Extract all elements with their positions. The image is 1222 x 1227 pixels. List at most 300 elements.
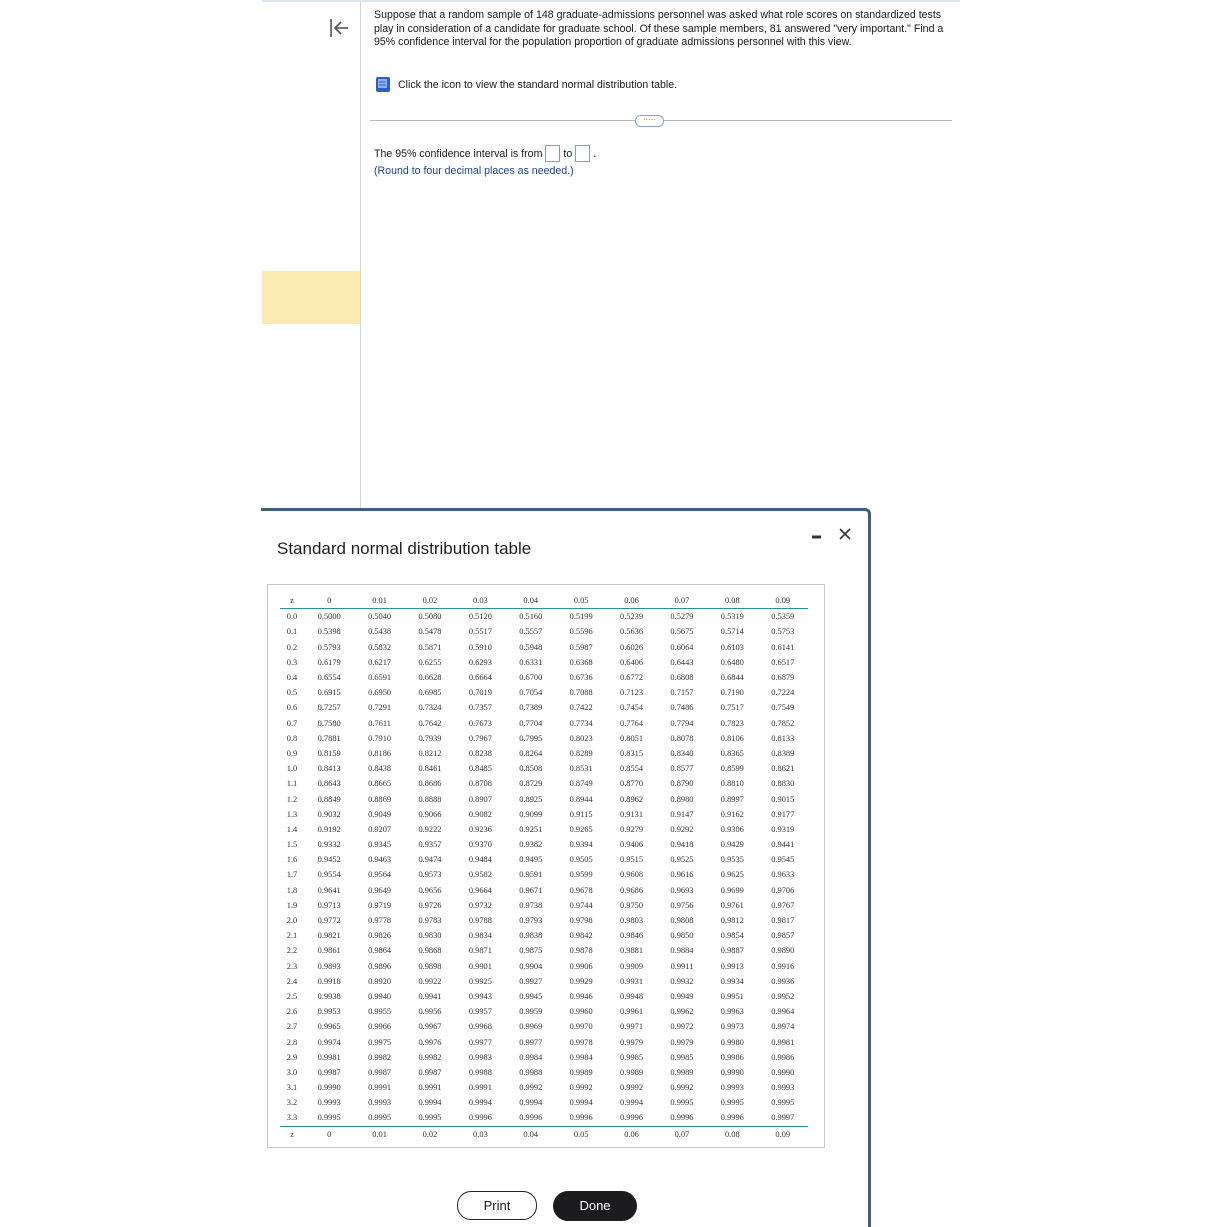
column-footer: 0.03 xyxy=(455,1126,505,1142)
probability-cell: 0.8238 xyxy=(468,748,492,758)
probability-cell: 0.8997 xyxy=(720,794,744,804)
probability-cell: 0.9713 xyxy=(317,900,341,910)
column-footer: 0.02 xyxy=(405,1126,455,1142)
probability-cell: 0.9495 xyxy=(519,855,543,865)
probability-cell: 0.9990 xyxy=(771,1067,795,1077)
probability-cell: 0.9964 xyxy=(771,1007,795,1017)
probability-cell: 0.9946 xyxy=(569,991,593,1001)
probability-cell: 0.9969 xyxy=(519,1022,543,1032)
probability-cell: 0.9966 xyxy=(368,1022,392,1032)
table-row xyxy=(280,913,808,928)
z-footer: z xyxy=(280,1126,304,1142)
probability-cell: 0.9357 xyxy=(418,840,442,850)
probability-cell: 0.8413 xyxy=(317,764,341,774)
probability-cell: 0.9726 xyxy=(418,900,442,910)
probability-cell: 0.9868 xyxy=(418,946,442,956)
probability-cell: 0.8708 xyxy=(468,779,492,789)
probability-cell: 0.9909 xyxy=(620,961,644,971)
probability-cell: 0.9953 xyxy=(317,1007,341,1017)
probability-cell: 0.8643 xyxy=(317,779,341,789)
book-icon[interactable] xyxy=(375,76,392,93)
probability-cell: 0.9961 xyxy=(620,1007,644,1017)
probability-cell: 0.9678 xyxy=(569,885,593,895)
more-options-button[interactable]: ····· xyxy=(635,115,664,127)
probability-cell: 0.5120 xyxy=(468,612,492,622)
probability-cell: 0.9032 xyxy=(317,809,341,819)
probability-cell: 0.9984 xyxy=(569,1052,593,1062)
probability-cell: 0.9887 xyxy=(720,946,744,956)
probability-cell: 0.9591 xyxy=(519,870,543,880)
reference-link[interactable]: Click the icon to view the standard normal distribution table. xyxy=(398,78,678,91)
table-row xyxy=(280,640,808,655)
z-value-cell: 1.9 xyxy=(286,900,298,910)
probability-cell: 0.8849 xyxy=(317,794,341,804)
probability-cell: 0.7224 xyxy=(771,688,795,698)
probability-cell: 0.8729 xyxy=(519,779,543,789)
close-icon[interactable] xyxy=(837,526,853,542)
probability-cell: 0.8577 xyxy=(670,764,694,774)
probability-cell: 0.8531 xyxy=(569,764,593,774)
probability-cell: 0.8389 xyxy=(771,748,795,758)
probability-cell: 0.9474 xyxy=(418,855,442,865)
probability-cell: 0.9996 xyxy=(720,1113,744,1123)
z-value-cell: 2.0 xyxy=(286,916,298,926)
probability-cell: 0.9656 xyxy=(418,885,442,895)
probability-cell: 0.9706 xyxy=(771,885,795,895)
probability-cell: 0.9554 xyxy=(317,870,341,880)
probability-cell: 0.6480 xyxy=(720,657,744,667)
probability-cell: 0.9115 xyxy=(569,809,593,819)
column-header: 0 xyxy=(304,593,354,609)
reference-row xyxy=(375,76,677,93)
table-row xyxy=(280,1019,808,1034)
table-row xyxy=(280,1034,808,1049)
probability-cell: 0.8790 xyxy=(670,779,694,789)
probability-cell: 0.5239 xyxy=(620,612,644,622)
probability-cell: 0.8665 xyxy=(368,779,392,789)
probability-cell: 0.9756 xyxy=(670,900,694,910)
probability-cell: 0.6331 xyxy=(519,657,543,667)
z-value-cell: 0.8 xyxy=(286,733,298,743)
probability-cell: 0.9846 xyxy=(620,931,644,941)
probability-cell: 0.9608 xyxy=(620,870,644,880)
probability-cell: 0.9963 xyxy=(720,1007,744,1017)
column-footer: 0.07 xyxy=(657,1126,707,1142)
probability-cell: 0.9625 xyxy=(720,870,744,880)
probability-cell: 0.9875 xyxy=(519,946,543,956)
probability-cell: 0.9948 xyxy=(620,991,644,1001)
probability-cell: 0.9177 xyxy=(771,809,795,819)
probability-cell: 0.9890 xyxy=(771,946,795,956)
column-footer: 0.01 xyxy=(354,1126,404,1142)
done-button[interactable]: Done xyxy=(553,1191,637,1221)
probability-cell: 0.9564 xyxy=(368,870,392,880)
probability-cell: 0.7291 xyxy=(368,703,392,713)
z-value-cell: 2.3 xyxy=(286,961,298,971)
table-row xyxy=(280,837,808,852)
probability-cell: 0.9989 xyxy=(620,1067,644,1077)
z-value-cell: 2.9 xyxy=(286,1052,298,1062)
table-row xyxy=(280,624,808,639)
z-value-cell: 0.7 xyxy=(286,718,298,728)
z-value-cell: 2.8 xyxy=(286,1037,298,1047)
probability-cell: 0.7549 xyxy=(771,703,795,713)
probability-cell: 0.5319 xyxy=(720,612,744,622)
probability-cell: 0.9525 xyxy=(670,855,694,865)
answer-area xyxy=(374,145,596,177)
probability-cell: 0.8869 xyxy=(368,794,392,804)
probability-cell: 0.8925 xyxy=(519,794,543,804)
probability-cell: 0.9693 xyxy=(670,885,694,895)
probability-cell: 0.9394 xyxy=(569,840,593,850)
probability-cell: 0.9582 xyxy=(468,870,492,880)
probability-cell: 0.6179 xyxy=(317,657,341,667)
probability-cell: 0.9066 xyxy=(418,809,442,819)
probability-cell: 0.9981 xyxy=(771,1037,795,1047)
probability-cell: 0.5557 xyxy=(519,627,543,637)
probability-cell: 0.8078 xyxy=(670,733,694,743)
probability-cell: 0.9988 xyxy=(519,1067,543,1077)
z-value-cell: 1.7 xyxy=(286,870,298,880)
probability-cell: 0.8980 xyxy=(670,794,694,804)
column-header: 0.07 xyxy=(657,593,707,609)
table-row xyxy=(280,807,808,822)
probability-cell: 0.9983 xyxy=(468,1052,492,1062)
probability-cell: 0.9842 xyxy=(569,931,593,941)
column-footer: 0 xyxy=(304,1126,354,1142)
probability-cell: 0.9979 xyxy=(670,1037,694,1047)
probability-cell: 0.9505 xyxy=(569,855,593,865)
probability-cell: 0.9015 xyxy=(771,794,795,804)
probability-cell: 0.9952 xyxy=(771,991,795,1001)
probability-cell: 0.9671 xyxy=(519,885,543,895)
probability-cell: 0.9778 xyxy=(368,916,392,926)
probability-cell: 0.5000 xyxy=(317,612,341,622)
probability-cell: 0.6368 xyxy=(569,657,593,667)
probability-cell: 0.9992 xyxy=(569,1083,593,1093)
probability-cell: 0.9945 xyxy=(519,991,543,1001)
probability-cell: 0.8621 xyxy=(771,764,795,774)
probability-cell: 0.9382 xyxy=(519,840,543,850)
probability-cell: 0.8159 xyxy=(317,748,341,758)
probability-cell: 0.9971 xyxy=(620,1022,644,1032)
probability-cell: 0.9861 xyxy=(317,946,341,956)
probability-cell: 0.8907 xyxy=(468,794,492,804)
probability-cell: 0.9826 xyxy=(368,931,392,941)
probability-cell: 0.9854 xyxy=(720,931,744,941)
probability-cell: 0.7673 xyxy=(468,718,492,728)
probability-cell: 0.9864 xyxy=(368,946,392,956)
probability-cell: 0.8438 xyxy=(368,764,392,774)
upper-bound-input[interactable] xyxy=(575,145,590,162)
probability-cell: 0.8212 xyxy=(418,748,442,758)
column-header: 0.06 xyxy=(606,593,656,609)
probability-cell: 0.9976 xyxy=(418,1037,442,1047)
column-header: 0.02 xyxy=(405,593,455,609)
z-value-cell: 0.5 xyxy=(286,688,298,698)
table-header-row xyxy=(280,593,808,609)
probability-cell: 0.6628 xyxy=(418,673,442,683)
z-value-cell: 2.4 xyxy=(286,976,298,986)
probability-cell: 0.8770 xyxy=(620,779,644,789)
probability-cell: 0.8599 xyxy=(720,764,744,774)
probability-cell: 0.9719 xyxy=(368,900,392,910)
probability-cell: 0.6064 xyxy=(670,642,694,652)
probability-cell: 0.9884 xyxy=(670,946,694,956)
probability-cell: 0.9957 xyxy=(468,1007,492,1017)
probability-cell: 0.9949 xyxy=(670,991,694,1001)
z-value-cell: 1.0 xyxy=(286,764,298,774)
probability-cell: 0.7054 xyxy=(519,688,543,698)
probability-cell: 0.6141 xyxy=(771,642,795,652)
probability-cell: 0.8749 xyxy=(569,779,593,789)
minimize-icon[interactable] xyxy=(810,528,824,542)
probability-cell: 0.5279 xyxy=(670,612,694,622)
z-value-cell: 0.2 xyxy=(286,642,298,652)
table-body xyxy=(280,609,808,1126)
probability-cell: 0.6443 xyxy=(670,657,694,667)
table-row xyxy=(280,1004,808,1019)
column-footer: 0.08 xyxy=(707,1126,757,1142)
table-row xyxy=(280,776,808,791)
probability-cell: 0.9319 xyxy=(771,824,795,834)
probability-cell: 0.7764 xyxy=(620,718,644,728)
probability-cell: 0.8023 xyxy=(569,733,593,743)
table-row xyxy=(280,852,808,867)
probability-cell: 0.9987 xyxy=(368,1067,392,1077)
normal-table-dialog xyxy=(261,508,871,1227)
z-table xyxy=(280,593,808,1142)
z-value-cell: 0.4 xyxy=(286,673,298,683)
probability-cell: 0.9974 xyxy=(317,1037,341,1047)
probability-cell: 0.6664 xyxy=(468,673,492,683)
probability-cell: 0.7910 xyxy=(368,733,392,743)
probability-cell: 0.7324 xyxy=(418,703,442,713)
probability-cell: 0.6103 xyxy=(720,642,744,652)
answer-suffix: . xyxy=(593,147,597,160)
probability-cell: 0.5080 xyxy=(418,612,442,622)
probability-cell: 0.9995 xyxy=(317,1113,341,1123)
probability-cell: 0.9968 xyxy=(468,1022,492,1032)
probability-cell: 0.7357 xyxy=(468,703,492,713)
probability-cell: 0.9977 xyxy=(468,1037,492,1047)
column-header: 0.08 xyxy=(707,593,757,609)
probability-cell: 0.5910 xyxy=(468,642,492,652)
probability-cell: 0.9783 xyxy=(418,916,442,926)
probability-cell: 0.8461 xyxy=(418,764,442,774)
probability-cell: 0.5675 xyxy=(670,627,694,637)
column-footer: 0.05 xyxy=(556,1126,606,1142)
probability-cell: 0.9941 xyxy=(418,991,442,1001)
probability-cell: 0.9441 xyxy=(771,840,795,850)
probability-cell: 0.9904 xyxy=(519,961,543,971)
probability-cell: 0.9686 xyxy=(620,885,644,895)
probability-cell: 0.5793 xyxy=(317,642,341,652)
probability-cell: 0.5199 xyxy=(569,612,593,622)
probability-cell: 0.7611 xyxy=(368,718,391,728)
probability-cell: 0.8810 xyxy=(720,779,744,789)
probability-cell: 0.9994 xyxy=(468,1098,492,1108)
probability-cell: 0.5040 xyxy=(368,612,392,622)
print-button[interactable]: Print xyxy=(457,1191,537,1220)
rounding-hint: (Round to four decimal places as needed.) xyxy=(374,165,574,177)
probability-cell: 0.8340 xyxy=(670,748,694,758)
probability-cell: 0.8051 xyxy=(620,733,644,743)
probability-cell: 0.7580 xyxy=(317,718,341,728)
probability-cell: 0.9332 xyxy=(317,840,341,850)
column-header: 0.03 xyxy=(455,593,505,609)
probability-cell: 0.9616 xyxy=(670,870,694,880)
table-row xyxy=(280,791,808,806)
probability-cell: 0.9918 xyxy=(317,976,341,986)
probability-cell: 0.9251 xyxy=(519,824,543,834)
probability-cell: 0.9901 xyxy=(468,961,492,971)
probability-cell: 0.5871 xyxy=(418,642,442,652)
probability-cell: 0.9992 xyxy=(519,1083,543,1093)
probability-cell: 0.5517 xyxy=(468,627,492,637)
probability-cell: 0.9994 xyxy=(519,1098,543,1108)
probability-cell: 0.7257 xyxy=(317,703,341,713)
z-value-cell: 0.6 xyxy=(286,703,298,713)
table-row xyxy=(280,716,808,731)
probability-cell: 0.9975 xyxy=(368,1037,392,1047)
probability-cell: 0.9936 xyxy=(771,976,795,986)
probability-cell: 0.9292 xyxy=(670,824,694,834)
probability-cell: 0.9265 xyxy=(569,824,593,834)
probability-cell: 0.9649 xyxy=(368,885,392,895)
table-row xyxy=(280,609,808,625)
probability-cell: 0.9991 xyxy=(418,1083,442,1093)
probability-cell: 0.9986 xyxy=(771,1052,795,1062)
column-footer: 0.04 xyxy=(506,1126,556,1142)
z-value-cell: 2.1 xyxy=(286,931,298,941)
probability-cell: 0.9972 xyxy=(670,1022,694,1032)
probability-cell: 0.8485 xyxy=(468,764,492,774)
table-row xyxy=(280,655,808,670)
probability-cell: 0.9838 xyxy=(519,931,543,941)
probability-cell: 0.6879 xyxy=(771,673,795,683)
probability-cell: 0.9761 xyxy=(720,900,744,910)
probability-cell: 0.7157 xyxy=(670,688,694,698)
answer-middle: to xyxy=(563,147,573,160)
z-value-cell: 0.3 xyxy=(286,657,298,667)
table-row xyxy=(280,1050,808,1065)
probability-cell: 0.9082 xyxy=(468,809,492,819)
probability-cell: 0.9893 xyxy=(317,961,341,971)
probability-cell: 0.7517 xyxy=(720,703,744,713)
probability-cell: 0.6844 xyxy=(720,673,744,683)
column-header: 0.04 xyxy=(506,593,556,609)
table-row xyxy=(280,822,808,837)
z-value-cell: 2.6 xyxy=(286,1007,298,1017)
probability-cell: 0.6293 xyxy=(468,657,492,667)
probability-cell: 0.9878 xyxy=(569,946,593,956)
probability-cell: 0.7389 xyxy=(519,703,543,713)
table-row xyxy=(280,685,808,700)
probability-cell: 0.9306 xyxy=(720,824,744,834)
table-row xyxy=(280,867,808,882)
probability-cell: 0.9981 xyxy=(317,1052,341,1062)
z-value-cell: 2.2 xyxy=(286,946,298,956)
probability-cell: 0.6026 xyxy=(620,642,644,652)
probability-cell: 0.9573 xyxy=(418,870,442,880)
probability-cell: 0.5359 xyxy=(771,612,795,622)
probability-cell: 0.5596 xyxy=(569,627,593,637)
table-row xyxy=(280,959,808,974)
probability-cell: 0.9980 xyxy=(720,1037,744,1047)
probability-cell: 0.9985 xyxy=(620,1052,644,1062)
collapse-panel-icon[interactable] xyxy=(326,15,352,41)
probability-cell: 0.9993 xyxy=(317,1098,341,1108)
z-value-cell: 1.1 xyxy=(286,779,298,789)
probability-cell: 0.9956 xyxy=(418,1007,442,1017)
table-row xyxy=(280,928,808,943)
probability-cell: 0.9987 xyxy=(418,1067,442,1077)
lower-bound-input[interactable] xyxy=(545,145,560,162)
z-value-cell: 1.6 xyxy=(286,855,298,865)
probability-cell: 0.9995 xyxy=(418,1113,442,1123)
probability-cell: 0.9545 xyxy=(771,855,795,865)
column-header: 0.01 xyxy=(354,593,404,609)
probability-cell: 0.7939 xyxy=(418,733,442,743)
probability-cell: 0.9871 xyxy=(468,946,492,956)
probability-cell: 0.9959 xyxy=(519,1007,543,1017)
probability-cell: 0.9798 xyxy=(569,916,593,926)
probability-cell: 0.9955 xyxy=(368,1007,392,1017)
probability-cell: 0.9812 xyxy=(720,916,744,926)
probability-cell: 0.9738 xyxy=(519,900,543,910)
probability-cell: 0.9767 xyxy=(771,900,795,910)
column-footer: 0.06 xyxy=(606,1126,656,1142)
probability-cell: 0.9989 xyxy=(670,1067,694,1077)
probability-cell: 0.9920 xyxy=(368,976,392,986)
probability-cell: 0.9938 xyxy=(317,991,341,1001)
probability-cell: 0.9977 xyxy=(519,1037,543,1047)
probability-cell: 0.9979 xyxy=(620,1037,644,1047)
probability-cell: 0.9943 xyxy=(468,991,492,1001)
probability-cell: 0.9793 xyxy=(519,916,543,926)
probability-cell: 0.7734 xyxy=(569,718,593,728)
probability-cell: 0.9898 xyxy=(418,961,442,971)
probability-cell: 0.6808 xyxy=(670,673,694,683)
probability-cell: 0.9967 xyxy=(418,1022,442,1032)
z-value-cell: 0.0 xyxy=(286,612,298,622)
probability-cell: 0.5438 xyxy=(368,627,392,637)
probability-cell: 0.9991 xyxy=(468,1083,492,1093)
probability-cell: 0.9985 xyxy=(670,1052,694,1062)
probability-cell: 0.5636 xyxy=(620,627,644,637)
probability-cell: 0.7190 xyxy=(720,688,744,698)
probability-cell: 0.9857 xyxy=(771,931,795,941)
probability-cell: 0.9982 xyxy=(368,1052,392,1062)
probability-cell: 0.9192 xyxy=(317,824,341,834)
probability-cell: 0.9599 xyxy=(569,870,593,880)
probability-cell: 0.8554 xyxy=(620,764,644,774)
probability-cell: 0.9049 xyxy=(368,809,392,819)
probability-cell: 0.9988 xyxy=(468,1067,492,1077)
probability-cell: 0.9974 xyxy=(771,1022,795,1032)
table-row xyxy=(280,1110,808,1126)
probability-cell: 0.9993 xyxy=(368,1098,392,1108)
table-row xyxy=(280,883,808,898)
probability-cell: 0.6915 xyxy=(317,688,341,698)
probability-cell: 0.9207 xyxy=(368,824,392,834)
probability-cell: 0.9994 xyxy=(569,1098,593,1108)
probability-cell: 0.9664 xyxy=(468,885,492,895)
probability-cell: 0.9131 xyxy=(620,809,644,819)
probability-cell: 0.7454 xyxy=(620,703,644,713)
table-row xyxy=(280,670,808,685)
